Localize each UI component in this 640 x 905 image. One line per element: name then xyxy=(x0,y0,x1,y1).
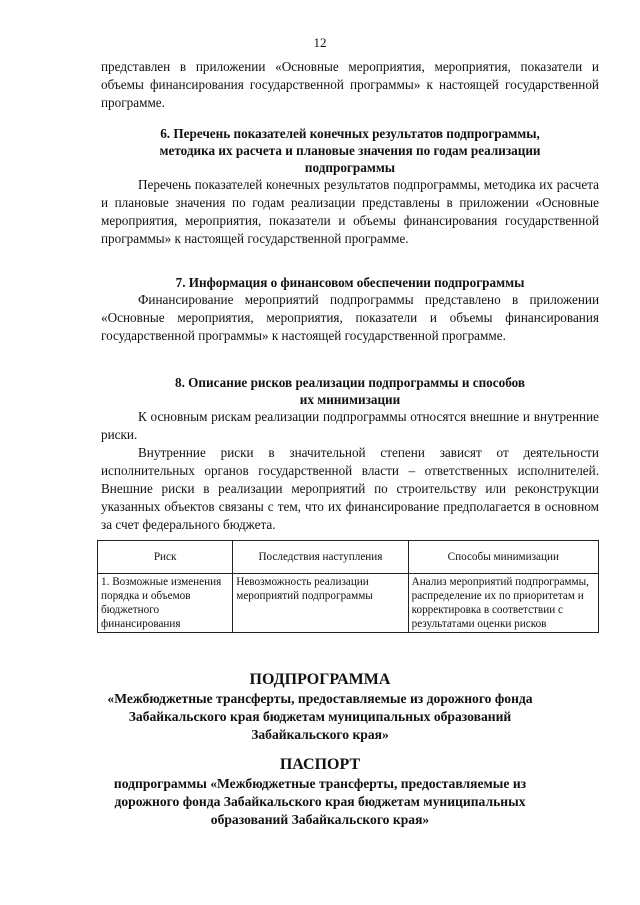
section-7-heading: 7. Информация о финансовом обеспечении подпрограммы xyxy=(175,275,525,290)
mitigation-cell: Анализ мероприятий подпрограммы, распределение их по приоритетам и корректировка в соответствии с результатами оценки рисков xyxy=(408,574,598,633)
subprogram-title-line-2: Забайкальского края бюджетам муниципальных образований xyxy=(128,709,512,724)
intro-paragraph: представлен в приложении «Основные мероприятия, мероприятия, показатели и объемы финансирования государственной программы» к настоящей государственной программе. xyxy=(101,59,599,110)
section-8-heading-line-2: их минимизации xyxy=(299,392,401,407)
risk-table-header-risk: Риск xyxy=(98,541,233,574)
section-7-text: Финансирование мероприятий подпрограммы представлено в приложении «Основные мероприятия, мероприятия, показатели и объемы финансирования государственной программы» к настоящей государственной программе. xyxy=(101,292,599,343)
page-number: 12 xyxy=(313,35,327,50)
section-8-heading-line-1: 8. Описание рисков реализации подпрограммы и способов xyxy=(174,375,526,390)
consequence-cell: Невозможность реализации мероприятий подпрограммы xyxy=(233,574,408,633)
passport-label: ПАСПОРТ xyxy=(279,756,361,773)
risk-table-header-row xyxy=(98,541,599,574)
section-8-paragraph-1: К основным рискам реализации подпрограммы относятся внешние и внутренние риски. xyxy=(101,409,599,442)
risk-table-header-mitigation: Способы минимизации xyxy=(408,541,598,574)
risk-table xyxy=(97,540,599,633)
passport-line-2: дорожного фонда Забайкальского края бюджетам муниципальных xyxy=(114,794,526,809)
intro-block xyxy=(101,58,599,112)
table-row xyxy=(98,574,599,633)
subprogram-title-line-1: «Межбюджетные трансферты, предоставляемые из дорожного фонда xyxy=(107,691,533,706)
subprogram-label: ПОДПРОГРАММА xyxy=(249,671,391,688)
passport-line-1: подпрограммы «Межбюджетные трансферты, предоставляемые из xyxy=(113,776,527,791)
section-6 xyxy=(101,125,599,248)
section-8 xyxy=(101,374,599,534)
risk-table-header-consequences: Последствия наступления xyxy=(233,541,408,574)
section-7 xyxy=(101,274,599,345)
section-6-heading-line-1: 6. Перечень показателей конечных результатов подпрограммы, xyxy=(160,126,540,141)
passport-line-3: образований Забайкальского края» xyxy=(210,812,430,827)
section-6-heading-line-2: методика их расчета и плановые значения по годам реализации xyxy=(159,143,541,158)
risk-cell: 1. Возможные изменения порядка и объемов бюджетного финансирования xyxy=(98,574,233,633)
section-6-heading-line-3: подпрограммы xyxy=(304,160,396,175)
section-8-paragraph-2: Внутренние риски в значительной степени зависят от деятельности исполнительных органов государственной власти – ответственных исполнителей. Внешние риски в реализации мероприятий по строительству или реконструкции указанных объектов связаны с тем, что их финансирование предполагается в основном за счет федерального бюджета. xyxy=(101,445,599,532)
subprogram-title-line-3: Забайкальского края» xyxy=(251,727,389,742)
section-6-text: Перечень показателей конечных результатов подпрограммы, методика их расчета и плановые значения по годам реализации представлены в приложении «Основные мероприятия, мероприятия, показатели и объемы финансирования государственной программы» к настоящей государственной программе. xyxy=(101,177,599,246)
